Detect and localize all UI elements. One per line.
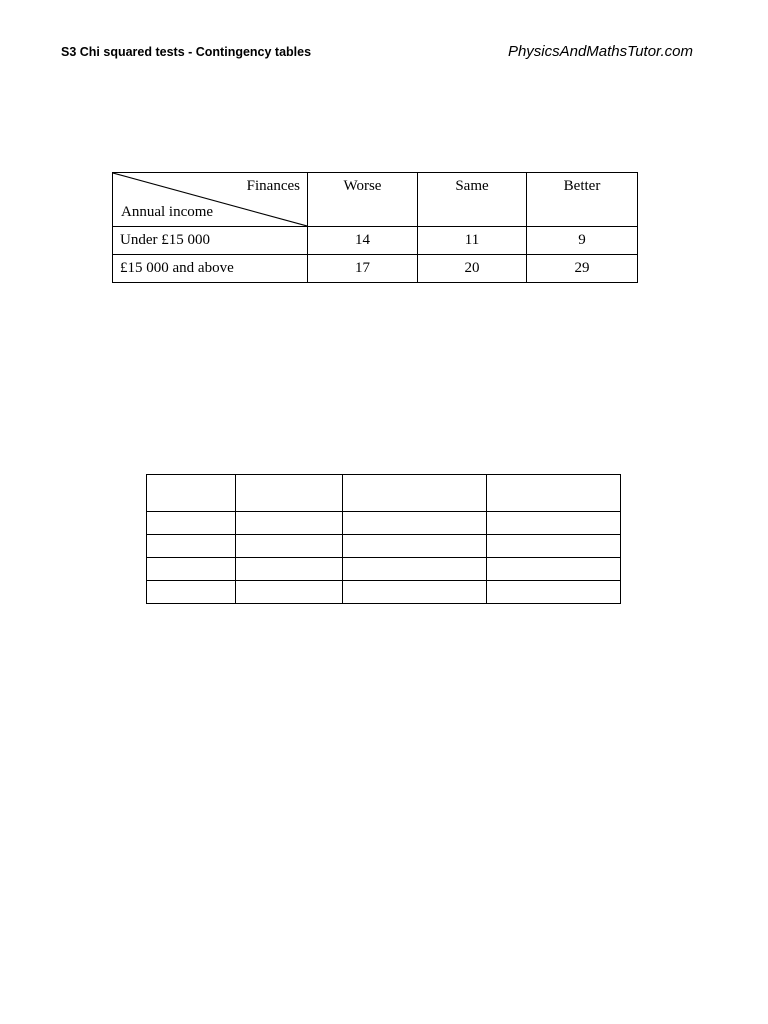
blank-cell: [147, 558, 236, 581]
blank-cell: [147, 512, 236, 535]
table-row: [147, 535, 621, 558]
table-cell: 14: [308, 227, 418, 255]
row-header-label: Annual income: [121, 204, 214, 220]
table-cell: 9: [527, 227, 638, 255]
contingency-table: [112, 172, 638, 283]
table-cell: 20: [418, 255, 527, 283]
table-row: [147, 512, 621, 535]
blank-cell: [343, 512, 487, 535]
table-cell: 17: [308, 255, 418, 283]
column-header-label: Finances: [246, 178, 300, 194]
column-header-better: Better: [527, 173, 638, 227]
table-row: [147, 475, 621, 512]
table-row: [113, 255, 638, 283]
diagonal-header-cell: [113, 173, 308, 227]
column-header-same: Same: [418, 173, 527, 227]
blank-cell: [343, 581, 487, 604]
blank-cell: [236, 558, 343, 581]
blank-cell: [487, 512, 621, 535]
blank-cell: [236, 512, 343, 535]
table-header-row: [113, 173, 638, 227]
page-title: S3 Chi squared tests - Contingency tables: [61, 45, 312, 59]
blank-cell: [343, 558, 487, 581]
table-row: [147, 558, 621, 581]
table-cell: 11: [418, 227, 527, 255]
blank-cell: [236, 535, 343, 558]
blank-cell: [236, 581, 343, 604]
blank-cell: [487, 475, 621, 512]
blank-cell: [236, 475, 343, 512]
blank-cell: [487, 581, 621, 604]
table-row: [147, 581, 621, 604]
table-row: [113, 227, 638, 255]
column-header-worse: Worse: [308, 173, 418, 227]
row-label: Under £15 000: [113, 227, 308, 255]
row-label: £15 000 and above: [113, 255, 308, 283]
blank-cell: [147, 535, 236, 558]
blank-cell: [487, 535, 621, 558]
table-cell: 29: [527, 255, 638, 283]
blank-cell: [147, 475, 236, 512]
blank-cell: [147, 581, 236, 604]
blank-cell: [487, 558, 621, 581]
blank-cell: [343, 475, 487, 512]
site-brand: PhysicsAndMathsTutor.com: [507, 43, 693, 60]
blank-answer-table: [146, 474, 621, 604]
blank-cell: [343, 535, 487, 558]
